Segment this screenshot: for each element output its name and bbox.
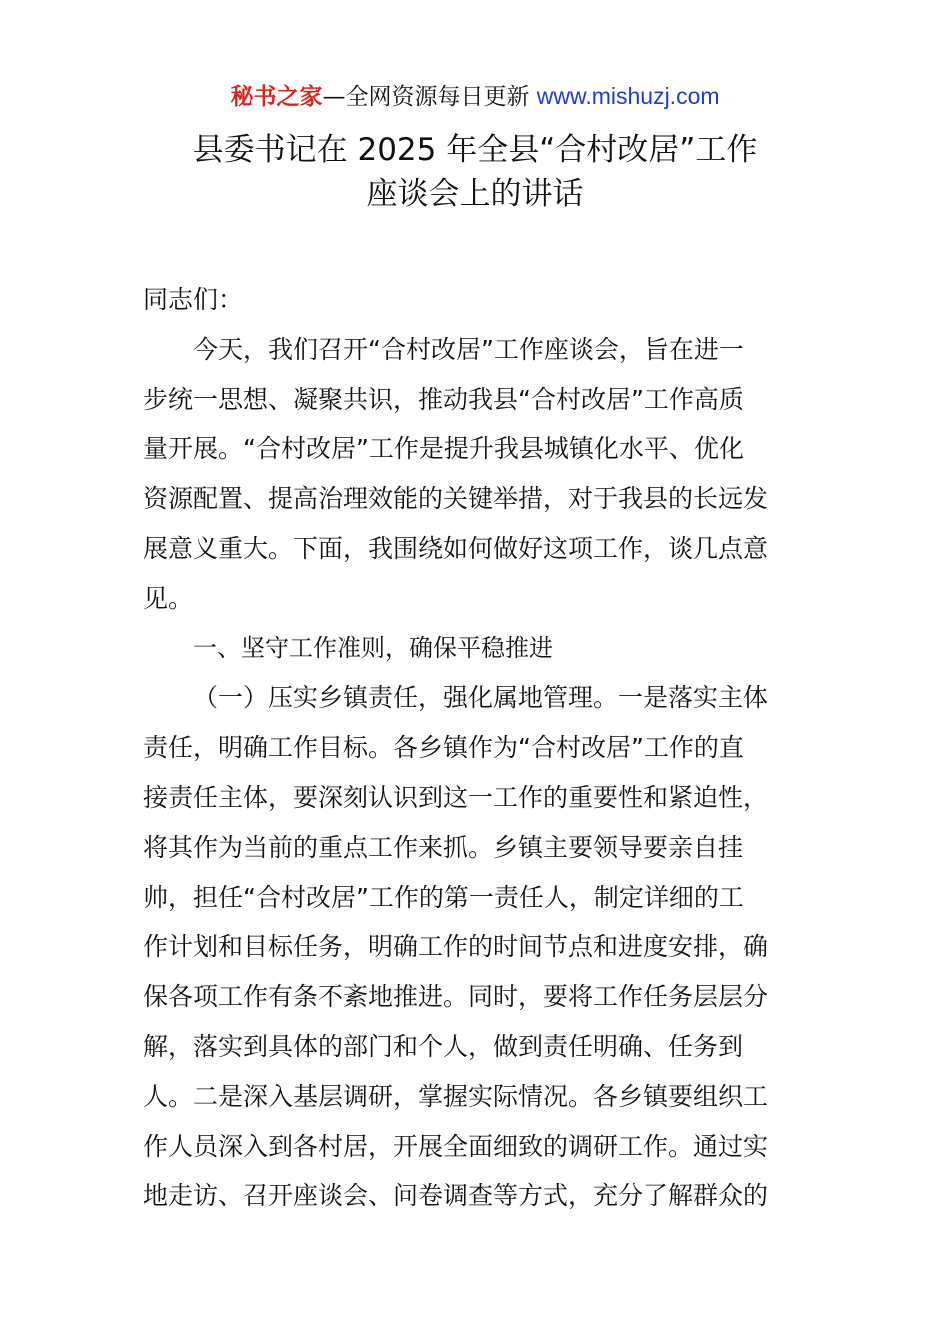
section-1-heading: 一、坚守工作准则，确保平稳推进 (193, 633, 553, 662)
site-name: 秘书之家 (230, 84, 323, 110)
paragraph-line: 将其作为当前的重点工作来抓。乡镇主要领导要亲自挂 (143, 832, 744, 862)
site-banner (0, 80, 950, 113)
paragraph-line: 量开展。“合村改居”工作是提升我县城镇化水平、优化 (143, 434, 744, 464)
paragraph-line: 责任，明确工作目标。各乡镇作为“合村改居”工作的直 (143, 733, 744, 763)
paragraph-line: （一）压实乡镇责任，强化属地管理。一是落实主体 (193, 683, 769, 713)
document-title-line-1: 县委书记在 2025 年全县“合村改居”工作 (192, 132, 758, 168)
paragraph-line: 今天，我们召开“合村改居”工作座谈会，旨在进一 (193, 334, 744, 364)
site-tagline: —全网资源每日更新 (322, 84, 537, 110)
intro-paragraph (143, 325, 807, 624)
document-title (0, 128, 950, 216)
paragraph-line: 帅，担任“合村改居”工作的第一责任人，制定详细的工 (143, 882, 744, 912)
paragraph-line: 作人员深入到各村居，开展全面细致的调研工作。通过实 (143, 1131, 769, 1161)
paragraph-line: 步统一思想、凝聚共识，推动我县“合村改居”工作高质 (143, 384, 744, 414)
site-url[interactable]: www.mishuzj.com (536, 83, 720, 109)
document-body (143, 275, 807, 1221)
paragraph-line: 保各项工作有条不紊地推进。同时，要将工作任务层层分 (143, 982, 769, 1012)
paragraph-line: 展意义重大。下面，我围绕如何做好这项工作，谈几点意 (143, 533, 769, 563)
paragraph-line: 解，落实到具体的部门和个人，做到责任明确、任务到 (143, 1031, 744, 1061)
salutation-text: 同志们： (143, 285, 244, 314)
salutation (143, 275, 807, 325)
section-1-subsection-1 (143, 673, 807, 1221)
paragraph-line: 见。 (143, 583, 194, 613)
section-heading (143, 624, 807, 674)
paragraph-line: 资源配置、提高治理效能的关键举措，对于我县的长远发 (143, 484, 769, 514)
paragraph-line: 地走访、召开座谈会、问卷调查等方式，充分了解群众的 (143, 1181, 769, 1211)
paragraph-line: 人。二是深入基层调研，掌握实际情况。各乡镇要组织工 (143, 1081, 769, 1111)
paragraph-line: 接责任主体，要深刻认识到这一工作的重要性和紧迫性， (143, 782, 769, 812)
document-title-line-2: 座谈会上的讲话 (366, 176, 584, 212)
paragraph-line: 作计划和目标任务，明确工作的时间节点和进度安排，确 (143, 932, 769, 962)
